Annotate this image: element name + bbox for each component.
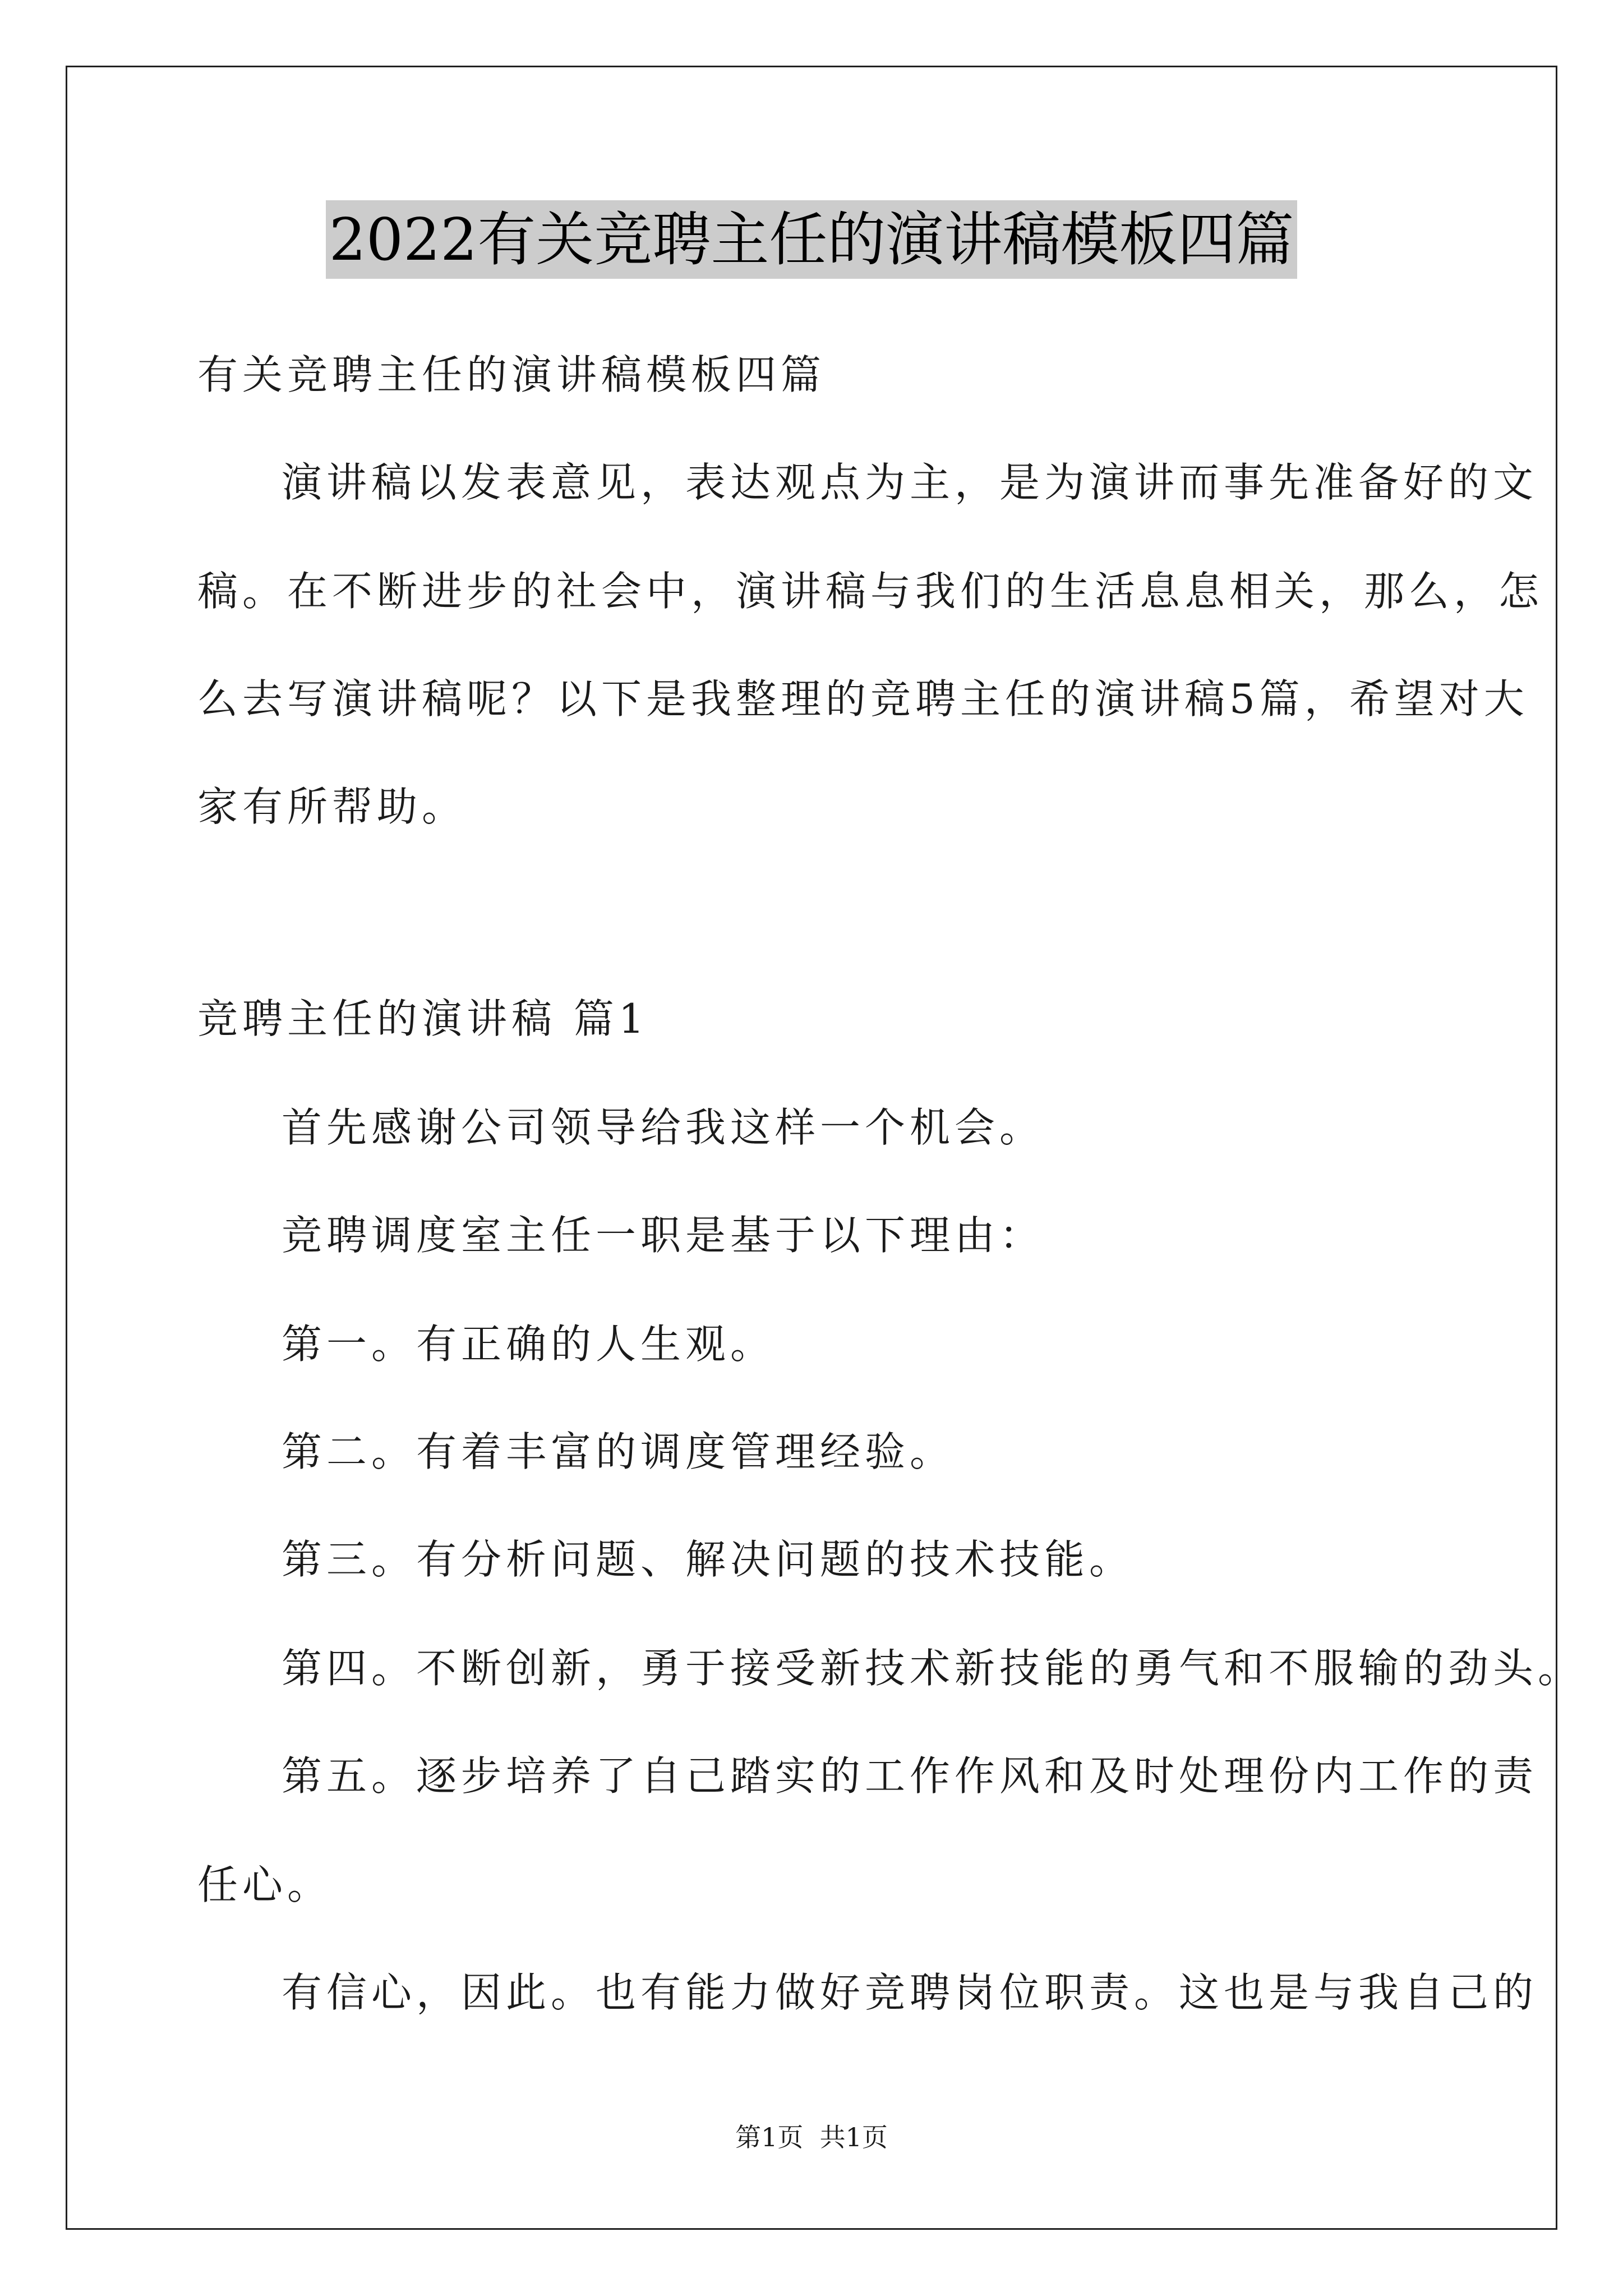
subtitle-line: 有关竞聘主任的演讲稿模板四篇 <box>197 351 826 398</box>
paragraph-line: 有信心，因此。也有能力做好竞聘岗位职责。这也是与我自己的 <box>282 1969 1538 2016</box>
paragraph-line: 第五。逐步培养了自己踏实的工作作风和及时处理份内工作的责 <box>282 1752 1538 1800</box>
paragraph-line: 稿。在不断进步的社会中，演讲稿与我们的生活息息相关，那么，怎 <box>197 568 1544 615</box>
page-footer: 第1页 共1页 <box>735 2122 888 2152</box>
paragraph-line: 么去写演讲稿呢？以下是我整理的竞聘主任的演讲稿5篇，希望对大 <box>197 675 1529 723</box>
paragraph-line: 第二。有着丰富的调度管理经验。 <box>282 1428 955 1475</box>
paragraph-line: 首先感谢公司领导给我这样一个机会。 <box>282 1104 1045 1151</box>
section-heading: 竞聘主任的演讲稿 篇1 <box>197 995 649 1042</box>
paragraph-line: 竞聘调度室主任一职是基于以下理由： <box>282 1212 1045 1259</box>
paragraph-line: 第三。有分析问题、解决问题的技术技能。 <box>282 1536 1135 1583</box>
paragraph-line: 第一。有正确的人生观。 <box>282 1320 776 1368</box>
paragraph-line: 第四。不断创新，勇于接受新技术新技能的勇气和不服输的劲头。 <box>282 1645 1583 1692</box>
paragraph-line: 演讲稿以发表意见，表达观点为主，是为演讲而事先准备好的文 <box>282 459 1538 506</box>
title-block <box>0 197 1623 282</box>
document-title: 2022有关竞聘主任的演讲稿模板四篇 <box>326 200 1298 279</box>
paragraph-line: 家有所帮助。 <box>197 783 467 830</box>
paragraph-line: 任心。 <box>197 1861 333 1908</box>
